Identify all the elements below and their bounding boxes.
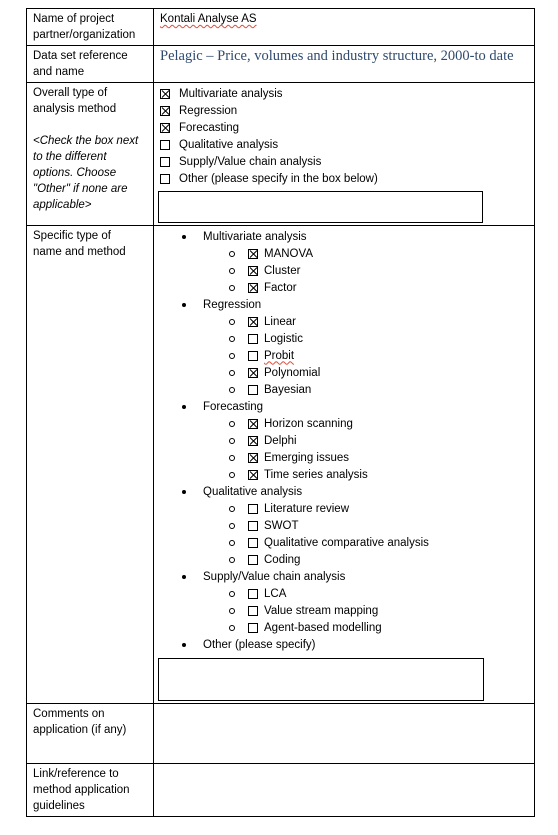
option-label: Other (please specify in the box below): [179, 172, 378, 185]
group-label: Qualitative analysis: [203, 485, 303, 498]
overall-option-qualitative-analysis[interactable]: [160, 136, 529, 153]
hollow-circle-bullet-icon: [229, 540, 235, 546]
empty-checkbox-icon[interactable]: [248, 589, 258, 599]
empty-checkbox-icon[interactable]: [248, 351, 258, 361]
method-group: [160, 483, 529, 500]
checked-checkbox-icon[interactable]: [248, 453, 258, 463]
row-comments: [27, 704, 535, 764]
hollow-circle-bullet-icon: [229, 591, 235, 597]
checked-checkbox-icon[interactable]: [160, 123, 170, 133]
method-option-label: Delphi: [264, 434, 297, 447]
method-option-value-stream-mapping[interactable]: [160, 602, 529, 619]
option-label: Supply/Value chain analysis: [179, 155, 322, 168]
method-option-label: Agent-based modelling: [264, 621, 382, 634]
checked-checkbox-icon[interactable]: [248, 368, 258, 378]
method-option-label: Time series analysis: [264, 468, 368, 481]
empty-checkbox-icon[interactable]: [160, 174, 170, 184]
method-option-factor[interactable]: [160, 279, 529, 296]
label-project-partner: [27, 9, 154, 46]
hollow-circle-bullet-icon: [229, 353, 235, 359]
method-option-label: Horizon scanning: [264, 417, 353, 430]
hollow-circle-bullet-icon: [229, 285, 235, 291]
hollow-circle-bullet-icon: [229, 472, 235, 478]
empty-checkbox-icon[interactable]: [248, 385, 258, 395]
value-project-partner[interactable]: [154, 9, 535, 46]
method-option-manova[interactable]: [160, 245, 529, 262]
method-option-label: Literature review: [264, 502, 350, 515]
option-label: Regression: [179, 104, 238, 117]
checked-checkbox-icon[interactable]: [248, 470, 258, 480]
filled-bullet-icon: [182, 490, 186, 494]
hollow-circle-bullet-icon: [229, 608, 235, 614]
label-line: Name of project: [33, 13, 115, 25]
method-option-label: Cluster: [264, 264, 301, 277]
method-group: [160, 568, 529, 585]
hollow-circle-bullet-icon: [229, 455, 235, 461]
label-line: name and method: [33, 246, 126, 258]
row-dataset: [27, 46, 535, 83]
method-option-label: Linear: [264, 315, 296, 328]
method-option-label: Emerging issues: [264, 451, 350, 464]
option-label: Multivariate analysis: [179, 87, 283, 100]
hollow-circle-bullet-icon: [229, 370, 235, 376]
empty-checkbox-icon[interactable]: [248, 538, 258, 548]
method-group: [160, 398, 529, 415]
label-overall-type: [27, 83, 154, 226]
hollow-circle-bullet-icon: [229, 421, 235, 427]
group-label: Supply/Value chain analysis: [203, 570, 346, 583]
overall-option-regression[interactable]: [160, 102, 529, 119]
group-label: Forecasting: [203, 400, 264, 413]
dataset-title: Pelagic – Price, volumes and industry structure, 2000-to date: [160, 48, 514, 64]
method-option-bayesian[interactable]: [160, 381, 529, 398]
method-option-label: Qualitative comparative analysis: [264, 536, 429, 549]
label-comments: [27, 704, 154, 764]
checked-checkbox-icon[interactable]: [248, 317, 258, 327]
method-option-label: Factor: [264, 281, 297, 294]
checked-checkbox-icon[interactable]: [248, 419, 258, 429]
method-option-swot[interactable]: [160, 517, 529, 534]
label-specific-type: [27, 226, 154, 704]
other-specify-box[interactable]: [158, 191, 483, 223]
other-method-specify-box[interactable]: [158, 658, 484, 701]
specific-methods-tree: [160, 228, 529, 653]
method-option-linear[interactable]: [160, 313, 529, 330]
label-line: guidelines: [33, 800, 85, 812]
filled-bullet-icon: [182, 303, 186, 307]
empty-checkbox-icon[interactable]: [248, 521, 258, 531]
hollow-circle-bullet-icon: [229, 557, 235, 563]
option-label: Forecasting: [179, 121, 240, 134]
hollow-circle-bullet-icon: [229, 506, 235, 512]
method-option-qualitative-comparative-analysis[interactable]: [160, 534, 529, 551]
row-link: [27, 764, 535, 817]
hollow-circle-bullet-icon: [229, 625, 235, 631]
method-option-label: SWOT: [264, 519, 299, 532]
method-option-probit[interactable]: [160, 347, 529, 364]
method-option-logistic[interactable]: [160, 330, 529, 347]
overall-option-multivariate-analysis[interactable]: [160, 85, 529, 102]
hollow-circle-bullet-icon: [229, 268, 235, 274]
option-label: Qualitative analysis: [179, 138, 279, 151]
value-overall-type: [154, 83, 535, 226]
checked-checkbox-icon[interactable]: [248, 283, 258, 293]
empty-checkbox-icon[interactable]: [248, 555, 258, 565]
hollow-circle-bullet-icon: [229, 523, 235, 529]
empty-checkbox-icon[interactable]: [160, 157, 170, 167]
value-dataset[interactable]: [154, 46, 535, 83]
method-group: [160, 296, 529, 313]
filled-bullet-icon: [182, 235, 186, 239]
filled-bullet-icon: [182, 575, 186, 579]
label-line: Overall type of: [33, 87, 108, 99]
label-line: Comments on: [33, 708, 105, 720]
link-field[interactable]: [154, 764, 535, 817]
empty-checkbox-icon[interactable]: [248, 623, 258, 633]
label-line: Data set reference: [33, 50, 128, 62]
empty-checkbox-icon[interactable]: [248, 334, 258, 344]
overall-type-hint: <Check the box next to the different options. Choose "Other" if none are applicable>: [33, 135, 139, 211]
method-option-agent-based-modelling[interactable]: [160, 619, 529, 636]
method-option-polynomial[interactable]: [160, 364, 529, 381]
group-label: Other (please specify): [203, 638, 316, 651]
label-line: Link/reference to: [33, 768, 119, 780]
method-option-coding[interactable]: [160, 551, 529, 568]
label-line: partner/organization: [33, 29, 136, 41]
hollow-circle-bullet-icon: [229, 251, 235, 257]
hollow-circle-bullet-icon: [229, 438, 235, 444]
analysis-method-form: [26, 8, 535, 817]
empty-checkbox-icon[interactable]: [248, 504, 258, 514]
label-line: application (if any): [33, 724, 127, 736]
checked-checkbox-icon[interactable]: [160, 89, 170, 99]
method-option-literature-review[interactable]: [160, 500, 529, 517]
filled-bullet-icon: [182, 405, 186, 409]
overall-options-list: [160, 85, 529, 187]
label-line: analysis method: [33, 103, 117, 115]
empty-checkbox-icon[interactable]: [248, 606, 258, 616]
row-overall-type: [27, 83, 535, 226]
row-project-partner: [27, 9, 535, 46]
label-line: and name: [33, 66, 85, 78]
hollow-circle-bullet-icon: [229, 387, 235, 393]
method-option-label: Value stream mapping: [264, 604, 379, 617]
group-label: Multivariate analysis: [203, 230, 307, 243]
method-option-label: Bayesian: [264, 383, 312, 396]
overall-option-forecasting[interactable]: [160, 119, 529, 136]
method-option-label: Logistic: [264, 332, 303, 345]
method-group: [160, 636, 529, 653]
overall-option-other-please-specify-in-the-box-below[interactable]: [160, 170, 529, 187]
method-option-horizon-scanning[interactable]: [160, 415, 529, 432]
method-option-time-series-analysis[interactable]: [160, 466, 529, 483]
label-line: method application: [33, 784, 130, 796]
method-option-label: Coding: [264, 553, 301, 566]
row-specific-type: [27, 226, 535, 704]
group-label: Regression: [203, 298, 262, 311]
value-specific-type: [154, 226, 535, 704]
checked-checkbox-icon[interactable]: [248, 266, 258, 276]
label-dataset: [27, 46, 154, 83]
method-option-label: Probit: [264, 349, 295, 362]
method-group: [160, 228, 529, 245]
checked-checkbox-icon[interactable]: [248, 249, 258, 259]
method-option-label: Polynomial: [264, 366, 321, 379]
method-option-cluster[interactable]: [160, 262, 529, 279]
comments-field[interactable]: [154, 704, 535, 764]
method-option-label: MANOVA: [264, 247, 313, 260]
hollow-circle-bullet-icon: [229, 319, 235, 325]
method-option-emerging-issues[interactable]: [160, 449, 529, 466]
checked-checkbox-icon[interactable]: [160, 106, 170, 116]
method-option-delphi[interactable]: [160, 432, 529, 449]
overall-option-supply-value-chain-analysis[interactable]: [160, 153, 529, 170]
project-partner-value: Kontali Analyse AS: [160, 13, 257, 25]
empty-checkbox-icon[interactable]: [160, 140, 170, 150]
hollow-circle-bullet-icon: [229, 336, 235, 342]
label-line: Specific type of: [33, 230, 111, 242]
checked-checkbox-icon[interactable]: [248, 436, 258, 446]
label-link: [27, 764, 154, 817]
method-option-lca[interactable]: [160, 585, 529, 602]
filled-bullet-icon: [182, 643, 186, 647]
method-option-label: LCA: [264, 587, 287, 600]
